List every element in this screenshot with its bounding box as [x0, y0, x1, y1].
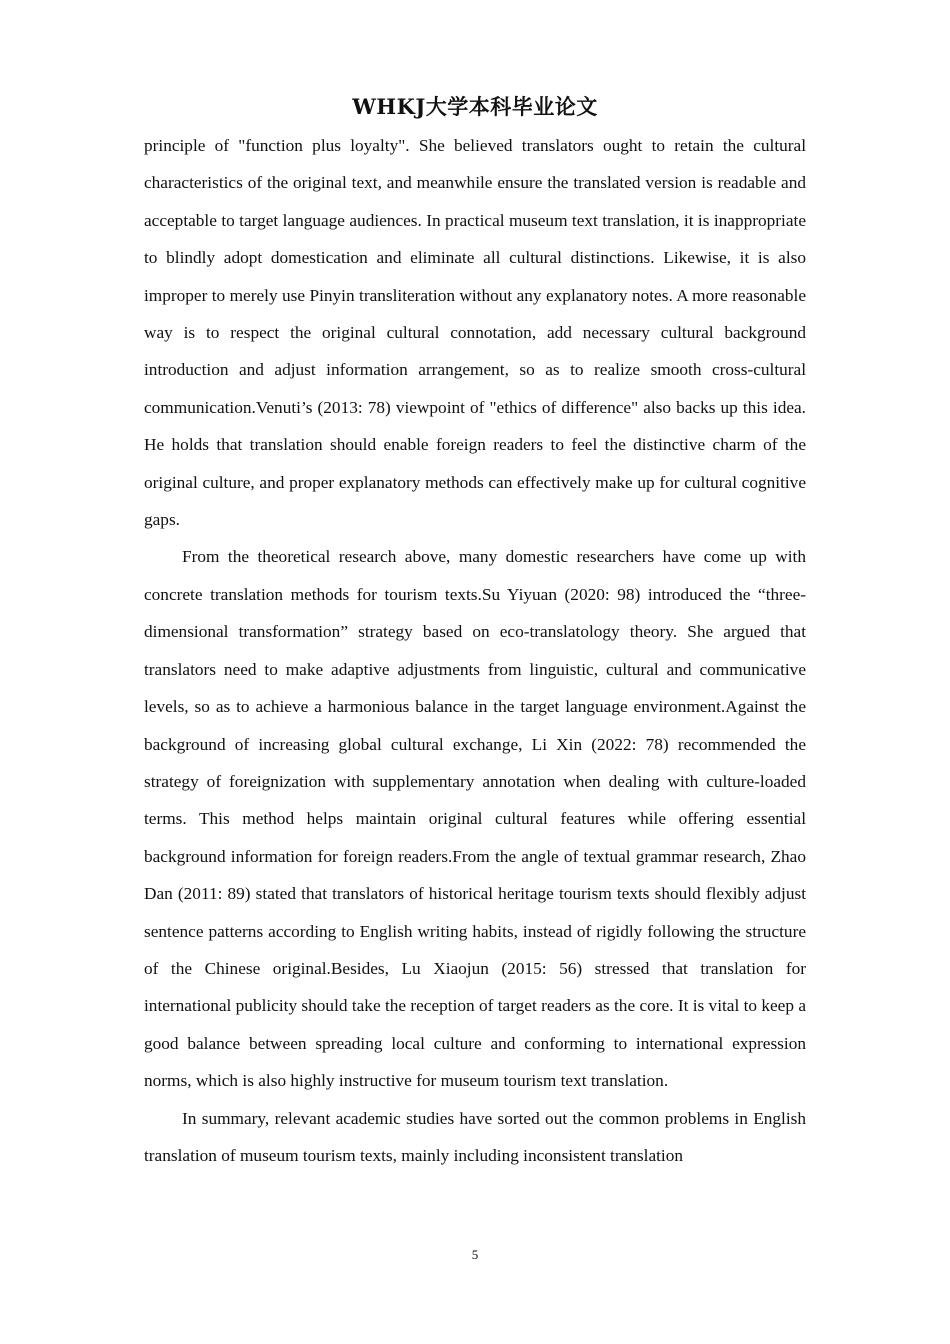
paragraph-translation-methods: From the theoretical research above, many domestic researchers have come up with concrete translation methods for tourism texts.Su Yiyuan (2020: 98) introduced the “three-dimensional transformation” strategy based on eco-translatology theory. She argued that translators need to make adaptive adjustments from linguistic, cultural and communicative levels, so as to achieve a harmonious balance in the target language environment.Against the background of increasing global cultural exchange, Li Xin (2022: 78) recommended the strategy of foreignization with supplementary annotation when dealing with culture-loaded terms. This method helps maintain original cultural features while offering essential background information for foreign readers.From the angle of textual grammar research, Zhao Dan (2011: 89) stated that translators of historical heritage tourism texts should flexibly adjust sentence patterns according to English writing habits, instead of rigidly following the structure of the Chinese original.Besides, Lu Xiaojun (2015: 56) stressed that translation for international publicity should take the reception of target readers as the core. It is vital to keep a good balance between spreading local culture and conforming to international expression norms, which is also highly instructive for museum tourism text translation.	[144, 547, 806, 1091]
running-header: WHKJ大学本科毕业论文	[352, 94, 598, 119]
paragraph-continued: principle of "function plus loyalty". She believed translators ought to retain the cultural characteristics of the original text, and meanwhile ensure the translated version is readable and acceptable to target language audiences. In practical museum text translation, it is inappropriate to blindly adopt domestication and eliminate all cultural distinctions. Likewise, it is also improper to merely use Pinyin transliteration without any explanatory notes. A more reasonable way is to respect the original cultural connotation, add necessary cultural background introduction and adjust information arrangement, so as to realize smooth cross-cultural communication.Venuti’s (2013: 78) viewpoint of "ethics of difference" also backs up this idea. He holds that translation should enable foreign readers to feel the distinctive charm of the original culture, and proper explanatory methods can effectively make up for cultural cognitive gaps.	[144, 136, 806, 530]
body-text	[144, 127, 806, 1174]
paragraph-summary: In summary, relevant academic studies have sorted out the common problems in English translation of museum tourism texts, mainly including inconsistent translation	[144, 1108, 806, 1165]
page-number: 5	[471, 1247, 479, 1262]
